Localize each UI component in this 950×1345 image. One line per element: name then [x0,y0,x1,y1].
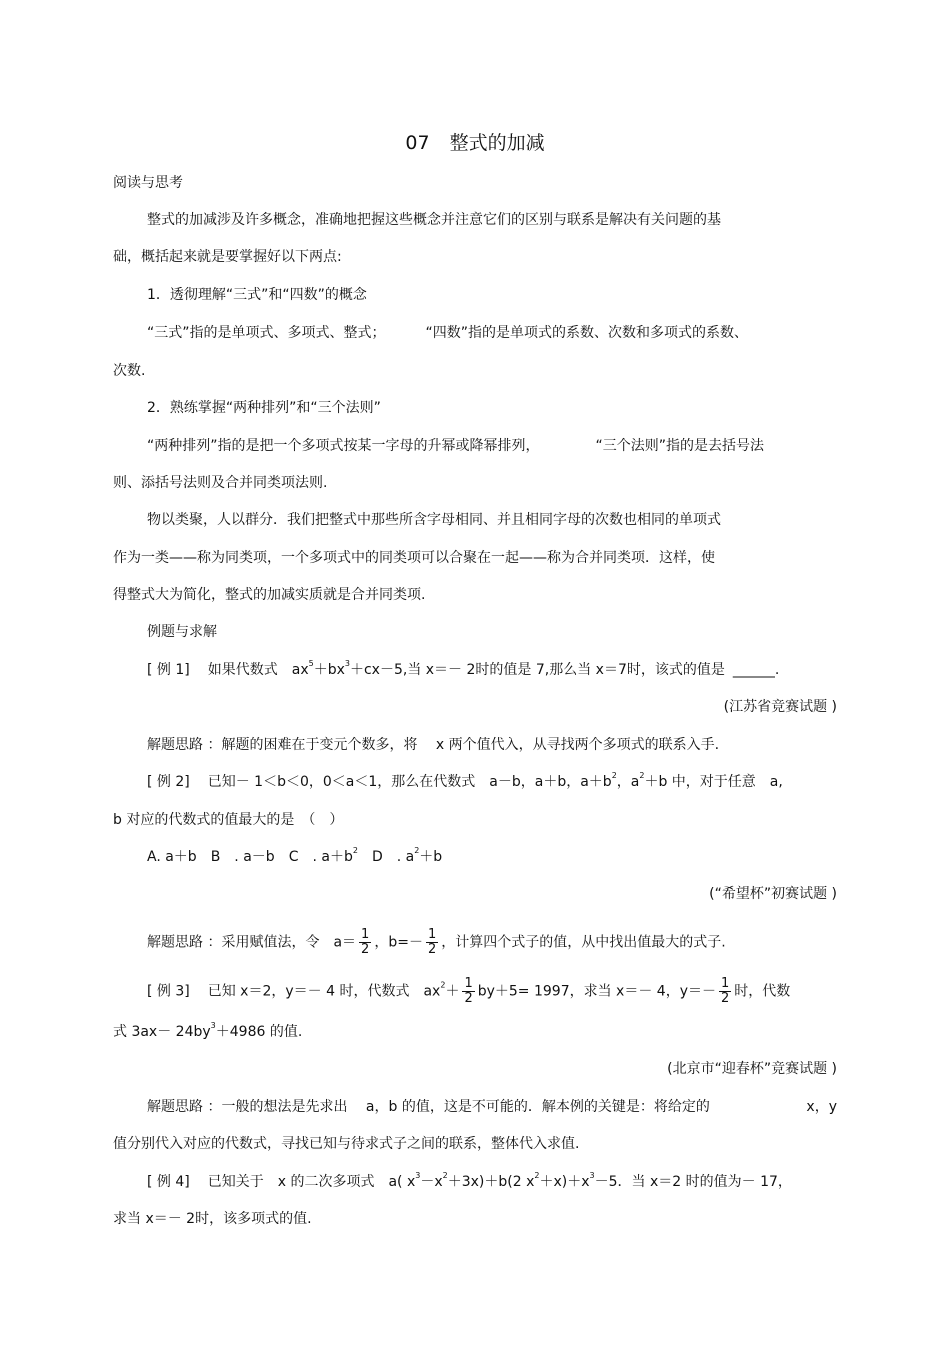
ex2-exp1: 2 [611,771,617,780]
point1-text-a: “三式”指的是单项式、多项式、整式； [147,325,386,341]
ex2-frac-a-num: 1 [361,927,370,942]
ex3-frac-a-num: 1 [464,976,473,991]
ex2-frac-b [426,928,438,957]
ex1-exp-b: 3 [344,659,350,668]
ex3-hint-a: 一般的想法是先求出 a，b 的值，这是不可能的．解本例的关键是：将给定的 [221,1099,710,1115]
ex4-text-b: －x [420,1174,443,1190]
ex2-source: (“希望杯”初赛试题 ) [709,886,837,902]
point2-text-b: “三个法则”指的是去括号法 [595,438,765,454]
ex4-exp4: 3 [589,1171,595,1180]
ex2-option-d: D . a [371,849,415,865]
ex4-text-d: ＋x)＋x [539,1174,590,1190]
ex2-tail: ＋b 中，对于任意 a, [644,774,783,790]
ex3-l2-exp: 3 [210,1021,216,1030]
ex2-exp2: 2 [639,771,645,780]
ex2-sep: ，a [616,774,640,790]
ex1-text: 如果代数式 [207,662,278,678]
point1-heading: 1．透彻理解“三式”和“四数”的概念 [147,287,367,303]
ex4-exp2: 2 [442,1171,448,1180]
ex3-hint-line-2: 值分别代入对应的代数式，寻找已知与待求式子之间的联系，整体代入求值. [113,1136,580,1152]
ex3-text-b: ＋ [445,983,460,1000]
ex1-source: (江苏省竞赛试题 ) [723,699,837,715]
ex1-blank: ______. [732,662,780,678]
ex3-frac-b-den: 2 [721,991,730,1006]
ex2-option-c-exp: 2 [352,846,358,855]
ex1-expr-c: ＋cx－5, [349,662,408,678]
ex1-line [147,660,779,680]
page-title [0,128,950,155]
ex3-text-d: 时，代数 [734,983,791,1000]
ex3-frac-b [719,977,731,1006]
point1-text-b: “四数”指的是单项式的系数、次数和多项式的系数、 [425,325,749,341]
intro-line-2: 础，概括起来就是要掌握好以下两点: [113,249,342,265]
ex3-l2-a: 式 3ax－ 24by [113,1024,211,1040]
ex3-text-a: 已知 x＝2，y＝－ 4 时，代数式 ax [207,983,441,1000]
ex1-hint-text: 解题的困难在于变元个数多，将 x 两个值代入，从寻找两个多项式的联系入手. [221,737,720,753]
ex3-hint-label: 解题思路 ： [147,1099,222,1115]
ex3-line-2 [113,1022,302,1042]
ex4-text-c: ＋3x)＋b(2 x [447,1174,535,1190]
ex4-text-e: －5．当 x＝2 时的值为－ 17， [594,1174,792,1190]
ex2-option-d-exp: 2 [414,846,420,855]
para3-line-3: 得整式大为简化，整式的加减实质就是合并同类项. [113,587,426,603]
ex3-line-1 [147,977,790,1006]
point1-line-c: 次数. [113,363,146,379]
ex3-exp1: 2 [440,980,446,990]
ex1-hint-label: 解题思路 ： [147,737,222,753]
ex1-exp-a: 5 [308,659,314,668]
ex2-option-b: B . a－b [210,849,275,865]
ex3-hint-xy: x，y [806,1099,837,1115]
ex1-expr-a: ax [291,662,309,678]
ex4-text-a: 已知关于 x 的二次多项式 a( x [207,1174,416,1190]
ex2-frac-a-den: 2 [361,942,370,957]
ex2-hint [147,928,726,957]
ex2-line-2: b 对应的代数式的值最大的是 （ ） [113,812,344,828]
point1-line-a [147,323,748,343]
ex4-exp3: 2 [534,1171,540,1180]
ex3-frac-a [462,977,474,1006]
point2-heading: 2．熟练掌握“两种排列”和“三个法则” [147,400,381,416]
ex2-option-c: C . a＋b [288,849,353,865]
ex4-label: [ 例 4] [147,1174,190,1190]
intro-line-1: 整式的加减涉及许多概念，准确地把握这些概念并注意它们的区别与联系是解决有关问题的基 [147,212,721,228]
ex2-line-1 [147,772,783,792]
ex2-text: 已知－ 1＜b＜0，0＜a＜1，那么在代数式 a－b，a＋b，a＋b [207,774,612,790]
point2-line-a [147,436,764,456]
point2-line-c: 则、添括号法则及合并同类项法则. [113,475,328,491]
ex3-source: (北京市“迎春杯”竞赛试题 ) [667,1061,837,1077]
para3-line-1: 物以类聚，人以群分．我们把整式中那些所含字母相同、并且相同字母的次数也相同的单项式 [147,512,721,528]
ex3-label: [ 例 3] [147,983,190,1000]
ex2-hint-b: ，b=－ [374,934,423,951]
ex4-line-2: 求当 x＝－ 2时，该多项式的值. [113,1211,312,1227]
ex4-line-1 [147,1172,792,1192]
ex1-expr-b: ＋bx [313,662,345,678]
ex1-mid: 当 x＝－ 2时的值是 7,那么当 x＝7时，该式的值是 [407,662,725,678]
ex3-l2-b: ＋4986 的值. [215,1024,303,1040]
ex2-frac-a [359,928,371,957]
ex2-label: [ 例 2] [147,774,190,790]
ex2-hint-c: ，计算四个式子的值，从中找出值最大的式子. [441,934,726,951]
ex1-label: [ 例 1] [147,662,190,678]
ex2-frac-b-num: 1 [427,927,437,942]
ex3-text-c: by＋5= 1997，求当 x＝－ 4，y＝－ [477,983,716,1000]
ex4-exp1: 3 [415,1171,421,1180]
title-text: 整式的加减 [449,132,545,154]
section-examples: 例题与求解 [147,624,217,640]
ex2-hint-a: 采用赋值法，令 a＝ [221,934,357,951]
ex2-frac-b-den: 2 [427,942,437,957]
ex2-option-d-tail: ＋b [419,849,443,865]
title-number: 07 [405,132,430,154]
ex2-hint-label: 解题思路 ： [147,934,222,951]
section-reading: 阅读与思考 [113,175,183,191]
ex2-options [147,847,442,867]
ex3-frac-a-den: 2 [464,991,473,1006]
ex3-frac-b-num: 1 [721,976,730,991]
point2-text-a: “两种排列”指的是把一个多项式按某一字母的升幂或降幂排列， [147,438,540,454]
para3-line-2: 作为一类——称为同类项，一个多项式中的同类项可以合聚在一起——称为合并同类项．这样，使 [113,550,715,566]
ex1-hint [147,735,719,755]
ex3-hint-line-1 [147,1097,710,1117]
ex2-option-a: A. a＋b [147,849,197,865]
